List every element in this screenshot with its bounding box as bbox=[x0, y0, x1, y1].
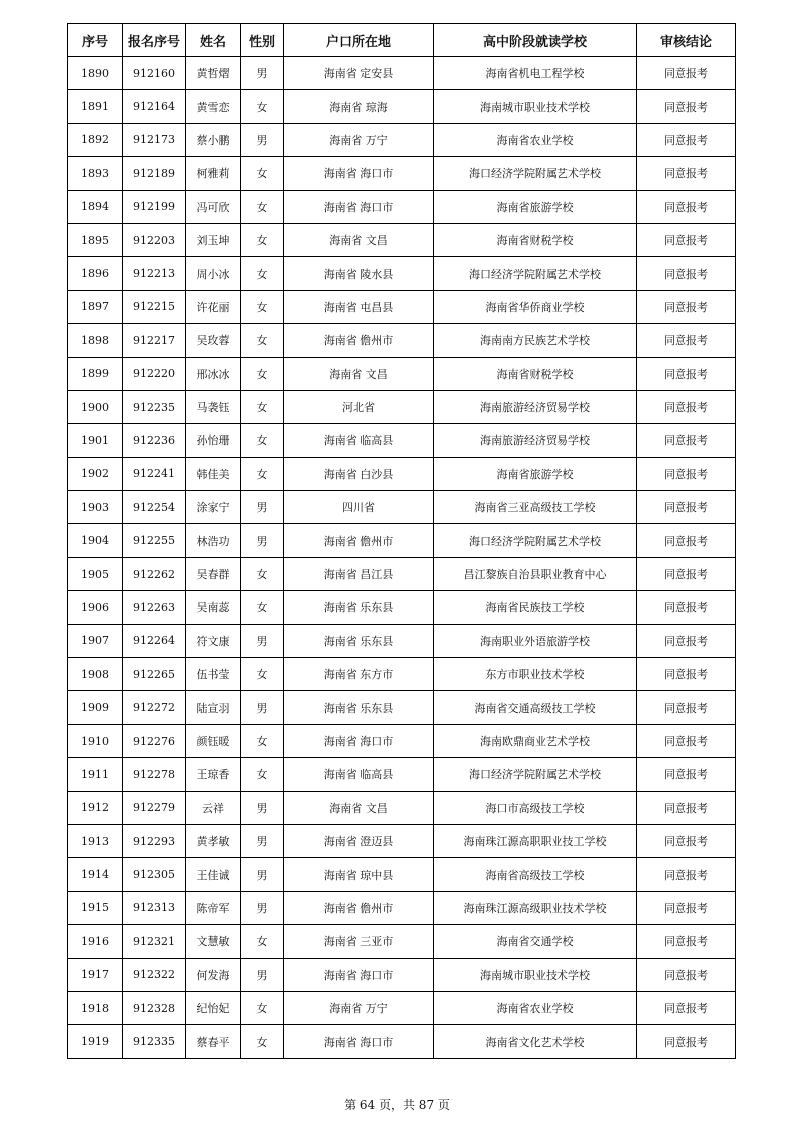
cell-name: 陆宣羽 bbox=[186, 691, 241, 724]
cell-name: 陈帝军 bbox=[186, 891, 241, 924]
cell-school: 海口市高级技工学校 bbox=[434, 791, 637, 824]
cell-seq: 1914 bbox=[68, 858, 123, 891]
cell-name: 吴南蕊 bbox=[186, 591, 241, 624]
table-row bbox=[68, 390, 736, 423]
cell-reg-no: 912203 bbox=[123, 223, 186, 256]
cell-seq: 1905 bbox=[68, 557, 123, 590]
table-row bbox=[68, 424, 736, 457]
cell-name: 黄哲熠 bbox=[186, 57, 241, 90]
cell-name: 颜钰暖 bbox=[186, 724, 241, 757]
cell-gender: 女 bbox=[241, 557, 284, 590]
cell-gender: 女 bbox=[241, 457, 284, 490]
cell-school: 海南旅游经济贸易学校 bbox=[434, 390, 637, 423]
cell-hukou: 海南省 临高县 bbox=[284, 424, 434, 457]
cell-result: 同意报考 bbox=[637, 724, 736, 757]
cell-reg-no: 912254 bbox=[123, 491, 186, 524]
cell-seq: 1898 bbox=[68, 324, 123, 357]
cell-hukou: 海南省 乐东县 bbox=[284, 624, 434, 657]
cell-reg-no: 912276 bbox=[123, 724, 186, 757]
table-row bbox=[68, 958, 736, 991]
table-row bbox=[68, 758, 736, 791]
cell-reg-no: 912322 bbox=[123, 958, 186, 991]
cell-school: 昌江黎族自治县职业教育中心 bbox=[434, 557, 637, 590]
cell-hukou: 海南省 临高县 bbox=[284, 758, 434, 791]
cell-name: 蔡小鹏 bbox=[186, 123, 241, 156]
cell-school: 海南省高级技工学校 bbox=[434, 858, 637, 891]
cell-school: 东方市职业技术学校 bbox=[434, 658, 637, 691]
cell-reg-no: 912173 bbox=[123, 123, 186, 156]
cell-seq: 1907 bbox=[68, 624, 123, 657]
cell-seq: 1896 bbox=[68, 257, 123, 290]
cell-name: 符文康 bbox=[186, 624, 241, 657]
cell-name: 周小冰 bbox=[186, 257, 241, 290]
cell-reg-no: 912189 bbox=[123, 157, 186, 190]
cell-result: 同意报考 bbox=[637, 324, 736, 357]
cell-name: 邢冰冰 bbox=[186, 357, 241, 390]
table-row bbox=[68, 491, 736, 524]
cell-result: 同意报考 bbox=[637, 257, 736, 290]
cell-name: 涂家宁 bbox=[186, 491, 241, 524]
cell-seq: 1891 bbox=[68, 90, 123, 123]
cell-result: 同意报考 bbox=[637, 658, 736, 691]
cell-reg-no: 912263 bbox=[123, 591, 186, 624]
cell-gender: 女 bbox=[241, 591, 284, 624]
cell-result: 同意报考 bbox=[637, 691, 736, 724]
table-row bbox=[68, 123, 736, 156]
cell-school: 海南省三亚高级技工学校 bbox=[434, 491, 637, 524]
cell-gender: 女 bbox=[241, 257, 284, 290]
cell-hukou: 海南省 乐东县 bbox=[284, 691, 434, 724]
cell-reg-no: 912328 bbox=[123, 991, 186, 1024]
cell-reg-no: 912220 bbox=[123, 357, 186, 390]
cell-name: 许花丽 bbox=[186, 290, 241, 323]
table-row bbox=[68, 925, 736, 958]
cell-hukou: 海南省 儋州市 bbox=[284, 524, 434, 557]
table-row bbox=[68, 858, 736, 891]
cell-hukou: 海南省 海口市 bbox=[284, 157, 434, 190]
cell-school: 海南城市职业技术学校 bbox=[434, 958, 637, 991]
header-hukou: 户口所在地 bbox=[284, 24, 434, 57]
cell-school: 海南省财税学校 bbox=[434, 223, 637, 256]
cell-gender: 女 bbox=[241, 925, 284, 958]
cell-result: 同意报考 bbox=[637, 858, 736, 891]
table-row bbox=[68, 457, 736, 490]
cell-gender: 男 bbox=[241, 57, 284, 90]
header-gender: 性别 bbox=[241, 24, 284, 57]
cell-school: 海南南方民族艺术学校 bbox=[434, 324, 637, 357]
cell-reg-no: 912321 bbox=[123, 925, 186, 958]
cell-school: 海口经济学院附属艺术学校 bbox=[434, 257, 637, 290]
cell-gender: 女 bbox=[241, 324, 284, 357]
cell-reg-no: 912236 bbox=[123, 424, 186, 457]
cell-result: 同意报考 bbox=[637, 524, 736, 557]
cell-reg-no: 912215 bbox=[123, 290, 186, 323]
roster-sheet bbox=[67, 23, 735, 1059]
cell-result: 同意报考 bbox=[637, 624, 736, 657]
table-row bbox=[68, 357, 736, 390]
cell-school: 海南珠江源高职职业技工学校 bbox=[434, 824, 637, 857]
table-row bbox=[68, 691, 736, 724]
cell-school: 海南省交通学校 bbox=[434, 925, 637, 958]
cell-name: 纪怡妃 bbox=[186, 991, 241, 1024]
cell-seq: 1893 bbox=[68, 157, 123, 190]
cell-result: 同意报考 bbox=[637, 491, 736, 524]
cell-school: 海南省农业学校 bbox=[434, 123, 637, 156]
cell-hukou: 海南省 陵水县 bbox=[284, 257, 434, 290]
cell-name: 孙怡珊 bbox=[186, 424, 241, 457]
cell-seq: 1906 bbox=[68, 591, 123, 624]
cell-name: 林浩功 bbox=[186, 524, 241, 557]
header-result: 审核结论 bbox=[637, 24, 736, 57]
cell-hukou: 海南省 海口市 bbox=[284, 190, 434, 223]
table-row bbox=[68, 1025, 736, 1058]
cell-name: 柯雅莉 bbox=[186, 157, 241, 190]
cell-result: 同意报考 bbox=[637, 157, 736, 190]
cell-seq: 1915 bbox=[68, 891, 123, 924]
cell-name: 王佳诚 bbox=[186, 858, 241, 891]
cell-school: 海南城市职业技术学校 bbox=[434, 90, 637, 123]
cell-reg-no: 912255 bbox=[123, 524, 186, 557]
cell-reg-no: 912235 bbox=[123, 390, 186, 423]
cell-result: 同意报考 bbox=[637, 390, 736, 423]
cell-hukou: 海南省 东方市 bbox=[284, 658, 434, 691]
cell-gender: 女 bbox=[241, 724, 284, 757]
cell-school: 海南省交通高级技工学校 bbox=[434, 691, 637, 724]
cell-seq: 1903 bbox=[68, 491, 123, 524]
cell-name: 韩佳美 bbox=[186, 457, 241, 490]
cell-seq: 1902 bbox=[68, 457, 123, 490]
cell-result: 同意报考 bbox=[637, 357, 736, 390]
cell-school: 海南省华侨商业学校 bbox=[434, 290, 637, 323]
cell-result: 同意报考 bbox=[637, 925, 736, 958]
cell-gender: 女 bbox=[241, 90, 284, 123]
header-name: 姓名 bbox=[186, 24, 241, 57]
cell-gender: 女 bbox=[241, 390, 284, 423]
cell-gender: 男 bbox=[241, 123, 284, 156]
cell-name: 马袭钰 bbox=[186, 390, 241, 423]
table-row bbox=[68, 90, 736, 123]
cell-name: 云祥 bbox=[186, 791, 241, 824]
cell-name: 何发海 bbox=[186, 958, 241, 991]
cell-reg-no: 912305 bbox=[123, 858, 186, 891]
cell-result: 同意报考 bbox=[637, 791, 736, 824]
cell-name: 吴春群 bbox=[186, 557, 241, 590]
cell-reg-no: 912313 bbox=[123, 891, 186, 924]
cell-hukou: 河北省 bbox=[284, 390, 434, 423]
cell-hukou: 海南省 定安县 bbox=[284, 57, 434, 90]
table-row bbox=[68, 557, 736, 590]
cell-hukou: 海南省 儋州市 bbox=[284, 324, 434, 357]
table-row bbox=[68, 324, 736, 357]
table-row bbox=[68, 57, 736, 90]
cell-reg-no: 912164 bbox=[123, 90, 186, 123]
cell-result: 同意报考 bbox=[637, 424, 736, 457]
table-row bbox=[68, 190, 736, 223]
table-row bbox=[68, 891, 736, 924]
cell-seq: 1912 bbox=[68, 791, 123, 824]
roster-table bbox=[67, 23, 736, 1059]
cell-school: 海口经济学院附属艺术学校 bbox=[434, 524, 637, 557]
cell-result: 同意报考 bbox=[637, 1025, 736, 1058]
cell-seq: 1897 bbox=[68, 290, 123, 323]
table-row bbox=[68, 157, 736, 190]
cell-gender: 女 bbox=[241, 290, 284, 323]
cell-reg-no: 912217 bbox=[123, 324, 186, 357]
cell-reg-no: 912272 bbox=[123, 691, 186, 724]
cell-gender: 女 bbox=[241, 223, 284, 256]
cell-reg-no: 912213 bbox=[123, 257, 186, 290]
table-row bbox=[68, 591, 736, 624]
cell-reg-no: 912335 bbox=[123, 1025, 186, 1058]
table-row bbox=[68, 791, 736, 824]
cell-gender: 男 bbox=[241, 891, 284, 924]
cell-gender: 女 bbox=[241, 157, 284, 190]
cell-school: 海口经济学院附属艺术学校 bbox=[434, 758, 637, 791]
cell-name: 冯可欣 bbox=[186, 190, 241, 223]
cell-school: 海南省财税学校 bbox=[434, 357, 637, 390]
cell-hukou: 海南省 文昌 bbox=[284, 791, 434, 824]
cell-reg-no: 912264 bbox=[123, 624, 186, 657]
cell-result: 同意报考 bbox=[637, 891, 736, 924]
cell-seq: 1910 bbox=[68, 724, 123, 757]
cell-result: 同意报考 bbox=[637, 758, 736, 791]
cell-result: 同意报考 bbox=[637, 991, 736, 1024]
cell-school: 海南省民族技工学校 bbox=[434, 591, 637, 624]
cell-name: 文慧敏 bbox=[186, 925, 241, 958]
cell-hukou: 海南省 昌江县 bbox=[284, 557, 434, 590]
cell-name: 吴玫蓉 bbox=[186, 324, 241, 357]
cell-school: 海南珠江源高级职业技术学校 bbox=[434, 891, 637, 924]
table-row bbox=[68, 624, 736, 657]
page-number: 第 64 页，共 87 页 bbox=[344, 1098, 450, 1112]
cell-seq: 1892 bbox=[68, 123, 123, 156]
cell-hukou: 海南省 海口市 bbox=[284, 958, 434, 991]
header-school: 高中阶段就读学校 bbox=[434, 24, 637, 57]
cell-seq: 1911 bbox=[68, 758, 123, 791]
cell-name: 蔡春平 bbox=[186, 1025, 241, 1058]
table-row bbox=[68, 824, 736, 857]
table-row bbox=[68, 724, 736, 757]
cell-gender: 男 bbox=[241, 958, 284, 991]
cell-hukou: 海南省 琼海 bbox=[284, 90, 434, 123]
cell-hukou: 海南省 海口市 bbox=[284, 724, 434, 757]
cell-seq: 1894 bbox=[68, 190, 123, 223]
cell-name: 黄雪恋 bbox=[186, 90, 241, 123]
cell-hukou: 海南省 万宁 bbox=[284, 991, 434, 1024]
cell-result: 同意报考 bbox=[637, 223, 736, 256]
cell-school: 海口经济学院附属艺术学校 bbox=[434, 157, 637, 190]
cell-seq: 1901 bbox=[68, 424, 123, 457]
cell-hukou: 海南省 屯昌县 bbox=[284, 290, 434, 323]
cell-result: 同意报考 bbox=[637, 290, 736, 323]
cell-school: 海南省文化艺术学校 bbox=[434, 1025, 637, 1058]
cell-gender: 女 bbox=[241, 357, 284, 390]
cell-hukou: 海南省 琼中县 bbox=[284, 858, 434, 891]
table-row bbox=[68, 290, 736, 323]
cell-gender: 女 bbox=[241, 190, 284, 223]
cell-result: 同意报考 bbox=[637, 958, 736, 991]
roster-body bbox=[68, 57, 736, 1059]
cell-reg-no: 912160 bbox=[123, 57, 186, 90]
cell-hukou: 海南省 乐东县 bbox=[284, 591, 434, 624]
cell-seq: 1908 bbox=[68, 658, 123, 691]
cell-gender: 男 bbox=[241, 491, 284, 524]
cell-seq: 1916 bbox=[68, 925, 123, 958]
cell-hukou: 海南省 白沙县 bbox=[284, 457, 434, 490]
cell-hukou: 四川省 bbox=[284, 491, 434, 524]
cell-hukou: 海南省 文昌 bbox=[284, 357, 434, 390]
header-row bbox=[68, 24, 736, 57]
cell-seq: 1917 bbox=[68, 958, 123, 991]
cell-gender: 男 bbox=[241, 624, 284, 657]
cell-gender: 男 bbox=[241, 824, 284, 857]
cell-gender: 男 bbox=[241, 691, 284, 724]
header-seq: 序号 bbox=[68, 24, 123, 57]
cell-gender: 女 bbox=[241, 424, 284, 457]
cell-result: 同意报考 bbox=[637, 190, 736, 223]
cell-hukou: 海南省 文昌 bbox=[284, 223, 434, 256]
cell-school: 海南省旅游学校 bbox=[434, 190, 637, 223]
table-row bbox=[68, 524, 736, 557]
cell-name: 刘玉坤 bbox=[186, 223, 241, 256]
cell-reg-no: 912293 bbox=[123, 824, 186, 857]
cell-hukou: 海南省 澄迈县 bbox=[284, 824, 434, 857]
cell-seq: 1899 bbox=[68, 357, 123, 390]
cell-hukou: 海南省 万宁 bbox=[284, 123, 434, 156]
cell-result: 同意报考 bbox=[637, 824, 736, 857]
cell-gender: 男 bbox=[241, 524, 284, 557]
cell-name: 伍书莹 bbox=[186, 658, 241, 691]
cell-seq: 1895 bbox=[68, 223, 123, 256]
cell-school: 海南旅游经济贸易学校 bbox=[434, 424, 637, 457]
cell-school: 海南职业外语旅游学校 bbox=[434, 624, 637, 657]
table-row bbox=[68, 257, 736, 290]
cell-hukou: 海南省 海口市 bbox=[284, 1025, 434, 1058]
cell-seq: 1913 bbox=[68, 824, 123, 857]
cell-result: 同意报考 bbox=[637, 57, 736, 90]
cell-seq: 1909 bbox=[68, 691, 123, 724]
cell-name: 黄孝敏 bbox=[186, 824, 241, 857]
cell-seq: 1919 bbox=[68, 1025, 123, 1058]
cell-gender: 男 bbox=[241, 858, 284, 891]
cell-name: 王琼香 bbox=[186, 758, 241, 791]
table-row bbox=[68, 991, 736, 1024]
header-reg-no: 报名序号 bbox=[123, 24, 186, 57]
cell-result: 同意报考 bbox=[637, 123, 736, 156]
cell-result: 同意报考 bbox=[637, 457, 736, 490]
cell-seq: 1918 bbox=[68, 991, 123, 1024]
cell-hukou: 海南省 儋州市 bbox=[284, 891, 434, 924]
cell-hukou: 海南省 三亚市 bbox=[284, 925, 434, 958]
cell-seq: 1904 bbox=[68, 524, 123, 557]
cell-reg-no: 912279 bbox=[123, 791, 186, 824]
cell-reg-no: 912241 bbox=[123, 457, 186, 490]
cell-reg-no: 912265 bbox=[123, 658, 186, 691]
cell-reg-no: 912199 bbox=[123, 190, 186, 223]
cell-reg-no: 912278 bbox=[123, 758, 186, 791]
cell-school: 海南省农业学校 bbox=[434, 991, 637, 1024]
cell-seq: 1900 bbox=[68, 390, 123, 423]
cell-gender: 女 bbox=[241, 758, 284, 791]
cell-result: 同意报考 bbox=[637, 557, 736, 590]
table-row bbox=[68, 658, 736, 691]
cell-reg-no: 912262 bbox=[123, 557, 186, 590]
cell-gender: 男 bbox=[241, 791, 284, 824]
cell-gender: 女 bbox=[241, 658, 284, 691]
cell-school: 海南省机电工程学校 bbox=[434, 57, 637, 90]
cell-result: 同意报考 bbox=[637, 90, 736, 123]
cell-school: 海南欧鼎商业艺术学校 bbox=[434, 724, 637, 757]
cell-gender: 女 bbox=[241, 1025, 284, 1058]
cell-school: 海南省旅游学校 bbox=[434, 457, 637, 490]
cell-result: 同意报考 bbox=[637, 591, 736, 624]
table-row bbox=[68, 223, 736, 256]
cell-seq: 1890 bbox=[68, 57, 123, 90]
cell-gender: 女 bbox=[241, 991, 284, 1024]
